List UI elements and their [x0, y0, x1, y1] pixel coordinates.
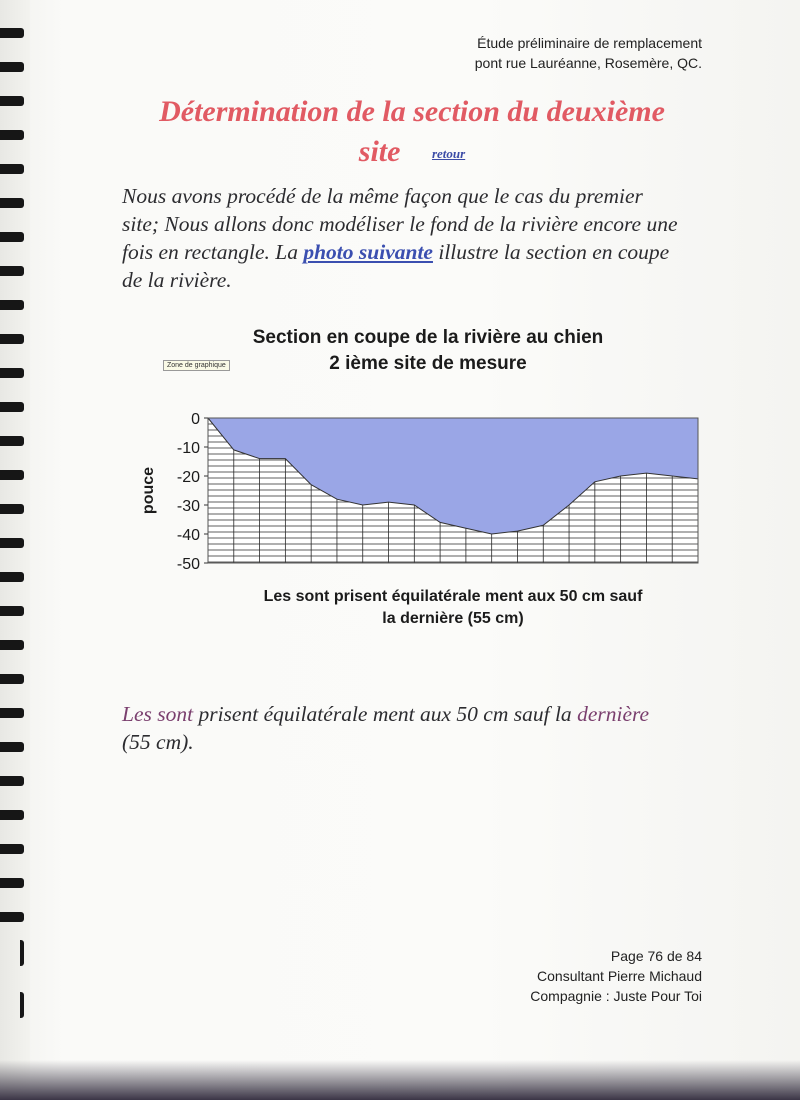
- binding-hole: [0, 300, 24, 310]
- title-line-2: site: [358, 135, 401, 168]
- binding-hole: [0, 96, 24, 106]
- chart-caption-line-2: la dernière (55 cm): [382, 610, 524, 627]
- binding-hole: [0, 504, 24, 514]
- y-tick-label: -40: [176, 527, 200, 544]
- spiral-binding: [0, 0, 30, 1100]
- binding-hole: [0, 198, 24, 208]
- note-smudged-start: Les sont: [122, 702, 194, 726]
- retour-link[interactable]: retour: [431, 146, 466, 162]
- note-text-end: (55 cm).: [122, 730, 194, 754]
- binding-hole: [0, 572, 24, 582]
- y-tick-label: -20: [176, 469, 200, 486]
- binding-hole: [0, 62, 24, 72]
- y-axis-label: pouce: [140, 466, 157, 515]
- binding-hole: [0, 164, 24, 174]
- page-number: Page 76 de 84: [610, 948, 702, 964]
- binding-hole: [0, 640, 24, 650]
- binding-bar: [20, 992, 24, 1018]
- binding-hole: [0, 402, 24, 412]
- chart-title-line-2: 2 ième site de mesure: [329, 353, 527, 374]
- chart-zone-label: Zone de graphique: [163, 360, 230, 371]
- binding-hole: [0, 368, 24, 378]
- y-tick-label: 0: [191, 411, 200, 428]
- binding-hole: [0, 470, 24, 480]
- y-tick-label: -50: [176, 556, 200, 573]
- intro-paragraph: [122, 182, 682, 294]
- chart-caption: [128, 586, 778, 630]
- header-line-1: Étude préliminaire de remplacement: [477, 35, 702, 51]
- page-header: [475, 33, 702, 73]
- binding-hole: [0, 28, 24, 38]
- page-footer: [530, 946, 702, 1006]
- binding-hole: [0, 334, 24, 344]
- y-tick-label: -30: [176, 498, 200, 515]
- binding-hole: [0, 436, 24, 446]
- chart-caption-line-1: Les sont prisent équilatérale ment aux 50 cm sauf: [263, 588, 643, 605]
- photo-suivante-link[interactable]: photo suivante: [303, 240, 433, 264]
- intro-text-after-link: illustre la section en coupe de la rivière.: [122, 240, 670, 292]
- bottom-shadow: [0, 1060, 800, 1100]
- note-paragraph: [122, 700, 682, 756]
- note-smudged-end: dernière: [577, 702, 650, 726]
- binding-hole: [0, 538, 24, 548]
- binding-hole: [0, 810, 24, 820]
- binding-hole: [0, 232, 24, 242]
- binding-hole: [0, 130, 24, 140]
- binding-hole: [0, 912, 24, 922]
- section-chart: [128, 318, 728, 648]
- binding-hole: [0, 606, 24, 616]
- title-line-1: Détermination de la section du deuxième: [159, 95, 665, 128]
- binding-hole: [0, 776, 24, 786]
- binding-hole: [0, 844, 24, 854]
- intro-text-before-link: Nous avons procédé de la même façon que le cas du premier site; Nous allons donc modéliser le fond de la rivière encore une fois en rectangle. La: [122, 184, 678, 264]
- section-title: [112, 92, 712, 174]
- binding-hole: [0, 878, 24, 888]
- binding-hole: [0, 742, 24, 752]
- chart-svg: [128, 318, 728, 588]
- consultant-name: Consultant Pierre Michaud: [537, 968, 702, 984]
- y-tick-label: -10: [176, 440, 200, 457]
- binding-hole: [0, 708, 24, 718]
- company-name: Compagnie : Juste Pour Toi: [530, 988, 702, 1004]
- header-line-2: pont rue Lauréanne, Rosemère, QC.: [474, 55, 702, 71]
- binding-hole: [0, 674, 24, 684]
- note-text-mid: prisent équilatérale ment aux 50 cm sauf la: [193, 702, 578, 726]
- binding-bar: [20, 940, 24, 966]
- chart-title-line-1: Section en coupe de la rivière au chien: [252, 327, 604, 348]
- binding-hole: [0, 266, 24, 276]
